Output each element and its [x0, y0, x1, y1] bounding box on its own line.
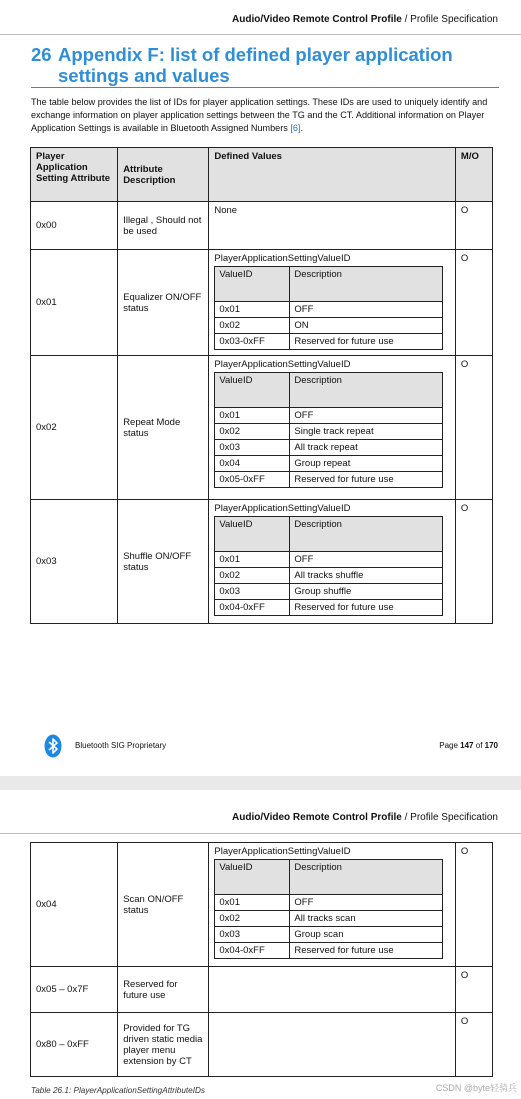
mandatory-optional: O	[455, 1013, 492, 1077]
value-description: ON	[290, 318, 443, 334]
defined-values-cell: None	[209, 202, 456, 250]
value-row	[215, 440, 443, 456]
header-doc-type: Profile Specification	[410, 812, 498, 823]
section-title	[31, 44, 491, 86]
attribute-id: 0x00	[31, 202, 118, 250]
description-header: Description	[290, 517, 443, 552]
section-title-line2: settings and values	[58, 65, 230, 86]
page-total: 170	[484, 741, 498, 750]
table-row	[31, 967, 493, 1013]
defined-values-cell	[209, 500, 456, 624]
mandatory-optional: O	[455, 356, 492, 500]
value-id: 0x03	[215, 584, 290, 600]
value-description: All track repeat	[290, 440, 443, 456]
value-id-label: PlayerApplicationSettingValueID	[214, 253, 351, 264]
table-caption: Table 26.1: PlayerApplicationSettingAttributeIDs	[31, 1086, 206, 1095]
reference-link[interactable]: [6]	[290, 123, 301, 133]
settings-table-continued	[30, 842, 493, 1077]
watermark: CSDN @byte轻骑兵	[435, 1083, 517, 1093]
value-id: 0x01	[215, 895, 290, 911]
col-header-mo: M/O	[455, 148, 492, 202]
attribute-id: 0x02	[31, 356, 118, 500]
valueid-header: ValueID	[215, 267, 290, 302]
value-table-header	[215, 267, 443, 302]
mandatory-optional: O	[455, 967, 492, 1013]
value-id-label: PlayerApplicationSettingValueID	[214, 846, 351, 857]
value-row	[215, 472, 443, 488]
value-id: 0x03	[215, 440, 290, 456]
value-id: 0x01	[215, 302, 290, 318]
value-description: Single track repeat	[290, 424, 443, 440]
value-table	[214, 516, 443, 616]
col-header-description: Attribute Description	[118, 148, 209, 202]
header-separator: /	[401, 812, 411, 823]
table-row	[31, 843, 493, 967]
value-row	[215, 424, 443, 440]
value-description: Group repeat	[290, 456, 443, 472]
attribute-id: 0x01	[31, 250, 118, 356]
value-id: 0x03	[215, 927, 290, 943]
attribute-description: Equalizer ON/OFF status	[118, 250, 209, 356]
value-table-header	[215, 860, 443, 895]
header-rule	[0, 833, 521, 834]
value-description: All tracks scan	[290, 911, 443, 927]
value-description: Reserved for future use	[290, 943, 443, 959]
mandatory-optional: O	[455, 250, 492, 356]
value-id: 0x05-0xFF	[215, 472, 290, 488]
bluetooth-logo-icon	[44, 734, 62, 758]
value-table-header	[215, 517, 443, 552]
value-row	[215, 600, 443, 616]
value-description: Reserved for future use	[290, 334, 443, 350]
value-row	[215, 911, 443, 927]
page-of: of	[473, 741, 485, 750]
mandatory-optional: O	[455, 202, 492, 250]
intro-text: The table below provides the list of IDs for player application settings. These IDs are used to uniquely identify and exchange information on player application settings between the TG and the CT. Additional information on Player Application Settings is available in Bluetooth Assigned Numbers	[31, 97, 488, 133]
intro-end: .	[300, 123, 303, 133]
value-row	[215, 568, 443, 584]
value-description: Reserved for future use	[290, 600, 443, 616]
value-table	[214, 266, 443, 350]
value-row	[215, 334, 443, 350]
value-id: 0x04	[215, 456, 290, 472]
value-id: 0x02	[215, 911, 290, 927]
mandatory-optional: O	[455, 843, 492, 967]
table-row	[31, 1013, 493, 1077]
value-row	[215, 318, 443, 334]
defined-values-cell	[209, 967, 456, 1013]
value-row	[215, 552, 443, 568]
value-id: 0x02	[215, 424, 290, 440]
header-doc-title: Audio/Video Remote Control Profile	[232, 14, 402, 25]
page-current: 147	[460, 741, 474, 750]
value-description: OFF	[290, 408, 443, 424]
valueid-header: ValueID	[215, 860, 290, 895]
header-rule	[0, 34, 521, 35]
settings-table	[30, 147, 493, 624]
description-header: Description	[290, 267, 443, 302]
value-table-header	[215, 373, 443, 408]
value-description: OFF	[290, 895, 443, 911]
valueid-header: ValueID	[215, 373, 290, 408]
attribute-id: 0x80 – 0xFF	[31, 1013, 118, 1077]
valueid-header: ValueID	[215, 517, 290, 552]
value-id: 0x02	[215, 568, 290, 584]
header-doc-title: Audio/Video Remote Control Profile	[232, 812, 402, 823]
col-header-attribute: Player Application Setting Attribute	[31, 148, 118, 202]
running-header	[232, 812, 498, 823]
value-id: 0x04-0xFF	[215, 943, 290, 959]
attribute-id: 0x03	[31, 500, 118, 624]
defined-values-cell	[209, 356, 456, 500]
table-row	[31, 356, 493, 500]
attribute-description: Repeat Mode status	[118, 356, 209, 500]
table-row	[31, 500, 493, 624]
mandatory-optional: O	[455, 500, 492, 624]
description-header: Description	[290, 860, 443, 895]
proprietary-label: Bluetooth SIG Proprietary	[75, 741, 167, 750]
value-id: 0x04-0xFF	[215, 600, 290, 616]
attribute-description: Illegal , Should not be used	[118, 202, 209, 250]
defined-values-cell	[209, 843, 456, 967]
value-table	[214, 372, 443, 488]
value-description: Group scan	[290, 927, 443, 943]
attribute-id: 0x05 – 0x7F	[31, 967, 118, 1013]
value-id-label: PlayerApplicationSettingValueID	[214, 359, 351, 370]
value-id: 0x01	[215, 408, 290, 424]
value-row	[215, 943, 443, 959]
table-row	[31, 202, 493, 250]
table-row	[31, 250, 493, 356]
running-header	[232, 14, 498, 25]
value-row	[215, 302, 443, 318]
value-id: 0x01	[215, 552, 290, 568]
value-description: OFF	[290, 302, 443, 318]
table-header-row	[31, 148, 493, 202]
section-number: 26	[31, 44, 52, 65]
title-underline	[31, 87, 499, 88]
col-header-values: Defined Values	[209, 148, 456, 202]
value-id: 0x03-0xFF	[215, 334, 290, 350]
value-description: OFF	[290, 552, 443, 568]
value-description: Reserved for future use	[290, 472, 443, 488]
intro-paragraph	[31, 96, 491, 135]
value-id-label: PlayerApplicationSettingValueID	[214, 503, 351, 514]
value-table	[214, 859, 443, 959]
header-doc-type: Profile Specification	[410, 14, 498, 25]
attribute-description: Shuffle ON/OFF status	[118, 500, 209, 624]
value-description: Group shuffle	[290, 584, 443, 600]
attribute-description: Provided for TG driven static media player menu extension by CT	[118, 1013, 209, 1077]
defined-values-cell	[209, 1013, 456, 1077]
value-id: 0x02	[215, 318, 290, 334]
page-number	[439, 741, 498, 750]
value-row	[215, 456, 443, 472]
defined-values-cell	[209, 250, 456, 356]
description-header: Description	[290, 373, 443, 408]
header-separator: /	[401, 14, 411, 25]
attribute-id: 0x04	[31, 843, 118, 967]
value-description: All tracks shuffle	[290, 568, 443, 584]
section-title-line1: Appendix F: list of defined player application	[58, 44, 453, 65]
value-row	[215, 927, 443, 943]
value-row	[215, 584, 443, 600]
attribute-description: Reserved for future use	[118, 967, 209, 1013]
value-row	[215, 895, 443, 911]
page-prefix: Page	[439, 741, 461, 750]
value-row	[215, 408, 443, 424]
attribute-description: Scan ON/OFF status	[118, 843, 209, 967]
